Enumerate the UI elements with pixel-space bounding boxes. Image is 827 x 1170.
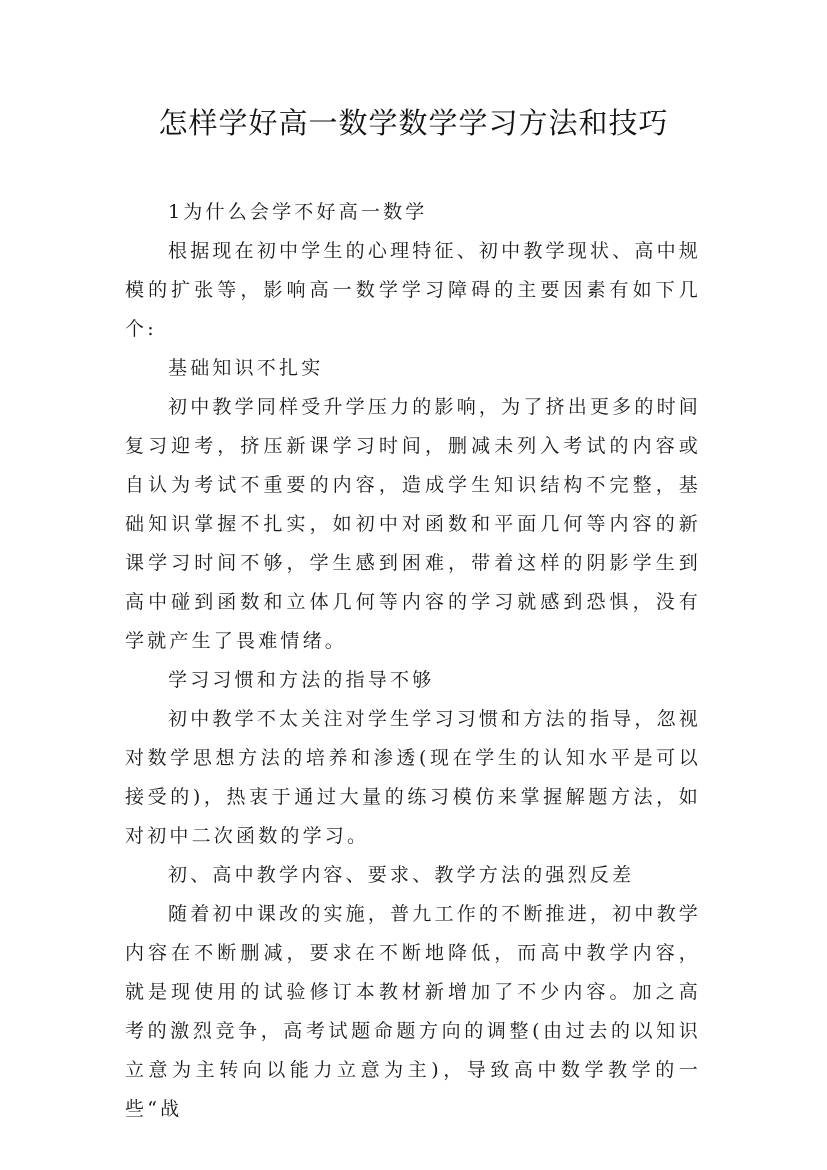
subheading: 基础知识不扎实 xyxy=(168,357,324,379)
subheading: 初、高中教学内容、要求、教学方法的强烈反差 xyxy=(168,864,635,886)
body-paragraph: 初中教学同样受升学压力的影响，为了挤出更多的时间复习迎考，挤压新课学习时间，删减未列入考试的内容或自认为考试不重要的内容，造成学生知识结构不完整，基础知识掌握不扎实，如初中对函数和平面几何等内容的新课学习时间不够，学生感到困难，带着这样的阴影学生到高中碰到函数和立体几何等内容的学习就感到恐惧，没有学就产生了畏难情绪。 xyxy=(125,396,701,652)
subheading: 学习习惯和方法的指导不够 xyxy=(168,669,435,691)
document-body xyxy=(125,193,701,1129)
body-paragraph: 初中教学不太关注对学生学习习惯和方法的指导，忽视对数学思想方法的培养和渗透(现在学生的认知水平是可以接受的)，热衷于通过大量的练习模仿来掌握解题方法，如对初中二次函数的学习。 xyxy=(125,708,701,847)
document-title: 怎样学好高一数学数学学习方法和技巧 xyxy=(158,106,669,140)
section-heading: 1为什么会学不好高一数学 xyxy=(168,201,428,223)
body-paragraph: 随着初中课改的实施，普九工作的不断推进，初中教学内容在不断删减，要求在不断地降低，而高中教学内容，就是现使用的试验修订本教材新增加了不少内容。加之高考的激烈竞争，高考试题命题方向的调整(由过去的以知识立意为主转向以能力立意为主)，导致高中数学教学的一些“战 xyxy=(125,903,701,1120)
body-paragraph: 根据现在初中学生的心理特征、初中教学现状、高中规模的扩张等，影响高一数学学习障碍的主要因素有如下几个: xyxy=(125,240,701,340)
